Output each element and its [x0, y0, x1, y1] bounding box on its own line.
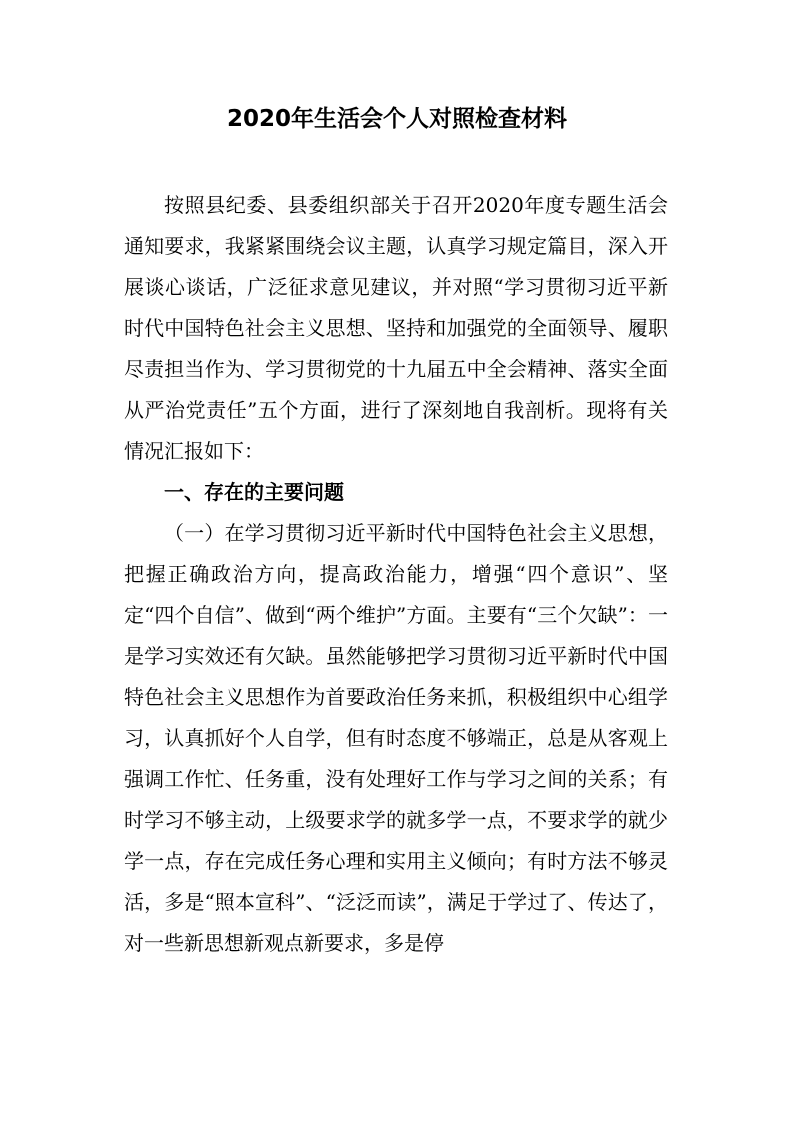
section-paragraph: （一）在学习贯彻习近平新时代中国特色社会主义思想，把握正确政治方向，提高政治能力，增强“四个意识”、坚定“四个自信”、做到“两个维护”方面。主要有“三个欠缺”：一是学习实效还有欠缺。虽然能够把学习贯彻习近平新时代中国特色社会主义思想作为首要政治任务来抓，积极组织中心组学习，认真抓好个人自学，但有时态度不够端正，总是从客观上强调工作忙、任务重，没有处理好工作与学习之间的关系；有时学习不够主动，上级要求学的就多学一点，不要求学的就少学一点，存在完成任务心理和实用主义倾向；有时方法不够灵活，多是“照本宣科”、“泛泛而读”，满足于学过了、传达了，对一些新思想新观点新要求，多是停	[124, 521, 668, 955]
section-heading: 一、存在的主要问题	[164, 480, 344, 504]
document-body	[124, 185, 668, 964]
intro-paragraph: 按照县纪委、县委组织部关于召开2020年度专题生活会通知要求，我紧紧围绕会议主题，认真学习规定篇目，深入开展谈心谈话，广泛征求意见建议，并对照“学习贯彻习近平新时代中国特色社会主义思想、坚持和加强党的全面领导、履职尽责担当作为、学习贯彻党的十九届五中全会精神、落实全面从严治党责任”五个方面，进行了深刻地自我剖析。现将有关情况汇报如下：	[124, 193, 668, 463]
document-title: 2020年生活会个人对照检查材料	[226, 106, 567, 132]
